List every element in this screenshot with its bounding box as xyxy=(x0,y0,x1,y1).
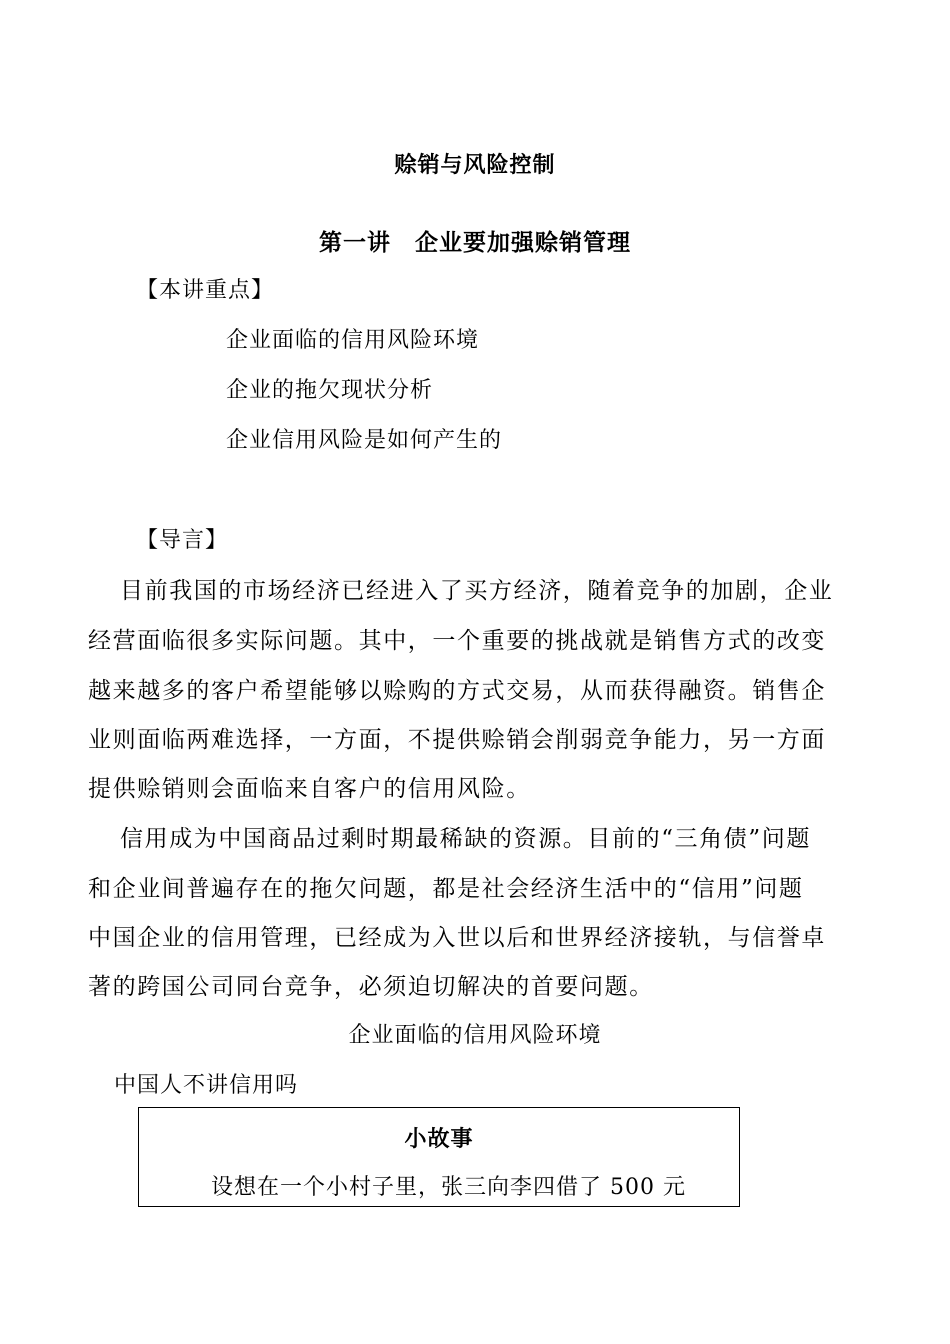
paragraph-line: 目前我国的市场经济已经进入了买方经济，随着竞争的加剧，企业 xyxy=(120,578,834,604)
paragraph-line: 和企业间普遍存在的拖欠问题，都是社会经济生活中的“信用”问题 xyxy=(88,876,804,902)
paragraph-line: 著的跨国公司同台竞争，必须迫切解决的首要问题。 xyxy=(88,974,654,1000)
paragraph-line: 信用成为中国商品过剩时期最稀缺的资源。目前的“三角债”问题 xyxy=(120,826,811,852)
paragraph-line: 业则面临两难选择，一方面，不提供赊销会削弱竞争能力，另一方面 xyxy=(88,727,826,753)
intro-label: 【导言】 xyxy=(136,528,229,553)
question-heading: 中国人不讲信用吗 xyxy=(114,1073,299,1098)
story-title: 小故事 xyxy=(404,1126,474,1152)
key-point-item: 企业的拖欠现状分析 xyxy=(226,378,434,403)
story-text: 设想在一个小村子里，张三向李四借了 500 元 xyxy=(211,1175,686,1200)
paragraph-line: 中国企业的信用管理，已经成为入世以后和世界经济接轨，与信誉卓 xyxy=(88,925,826,951)
document-title: 赊销与风险控制 xyxy=(394,152,556,178)
paragraph-line: 提供赊销则会面临来自客户的信用风险。 xyxy=(88,776,531,802)
key-points-label: 【本讲重点】 xyxy=(136,278,275,303)
section-heading: 企业面临的信用风险环境 xyxy=(348,1023,602,1048)
story-box xyxy=(138,1107,740,1207)
paragraph-line: 越来越多的客户希望能够以赊购的方式交易，从而获得融资。销售企 xyxy=(88,678,826,704)
lecture-title: 第一讲 企业要加强赊销管理 xyxy=(319,229,631,256)
paragraph-line: 经营面临很多实际问题。其中，一个重要的挑战就是销售方式的改变 xyxy=(88,628,826,654)
key-point-item: 企业面临的信用风险环境 xyxy=(226,328,480,353)
key-point-item: 企业信用风险是如何产生的 xyxy=(226,428,503,453)
